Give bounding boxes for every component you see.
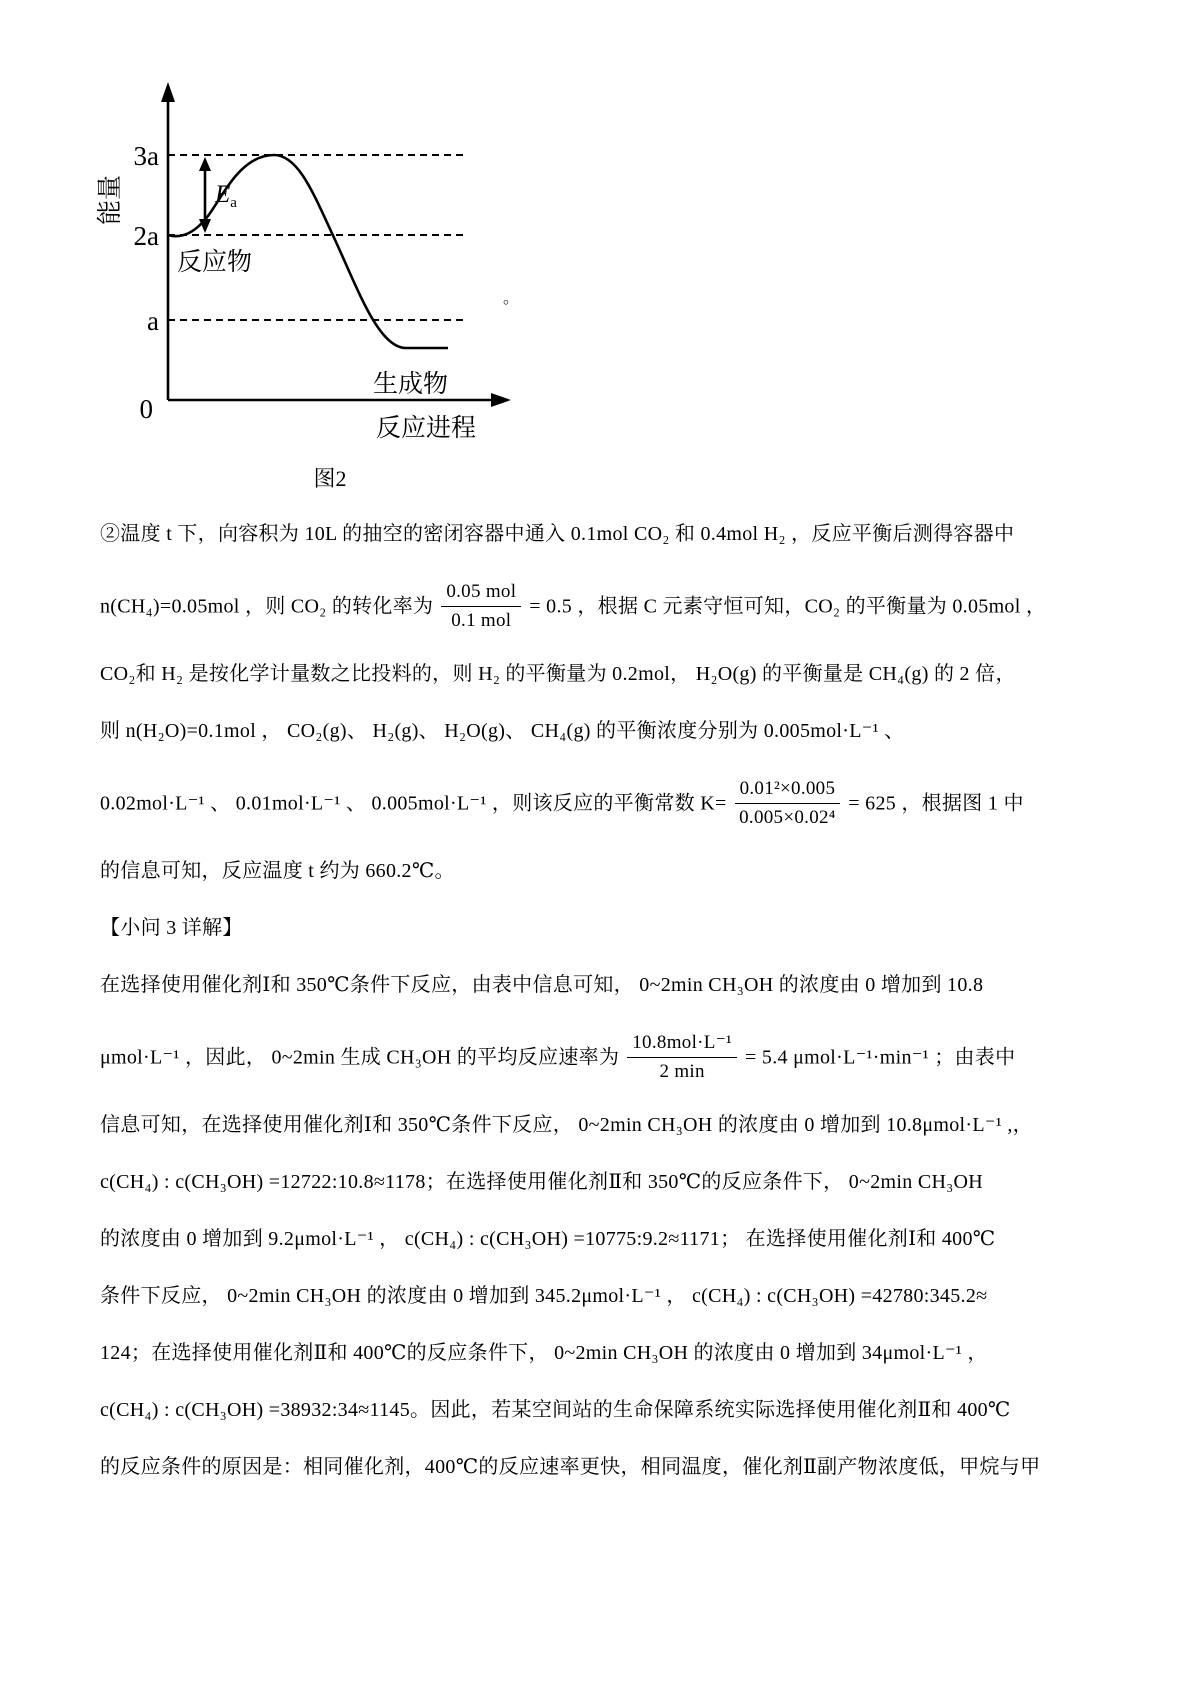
- energy-diagram: [97, 70, 1104, 493]
- paragraph-4: 则 n(H₂O)=0.1mol ， CO₂(g)、 H₂(g)、 H₂O(g)、 CH₄(g) 的平衡浓度分别为 0.005mol·L⁻¹ 、: [100, 720, 905, 742]
- origin-label: 0: [139, 394, 153, 424]
- paragraph-2: [100, 576, 1104, 637]
- energy-diagram-svg: [73, 70, 553, 460]
- paragraph-12: 的浓度由 0 增加到 9.2μmol·L⁻¹ ， c(CH₄) : c(CH₃OH) =10775:9.2≈1171； 在选择使用催化剂Ⅰ和 400℃: [100, 1228, 996, 1250]
- paragraph-15: c(CH₄) : c(CH₃OH) =38932:34≈1145。因此，若某空间站的生命保障系统实际选择使用催化剂Ⅱ和 400℃: [100, 1399, 1011, 1421]
- ea-arrowhead-top: [199, 157, 211, 171]
- paragraph-13: 条件下反应， 0~2min CH₃OH 的浓度由 0 增加到 345.2μmol·L⁻¹ ， c(CH₄) : c(CH₃OH) =42780:345.2≈: [100, 1285, 988, 1307]
- fraction: [627, 1031, 737, 1084]
- figure-caption: 图2: [313, 466, 347, 491]
- paragraph-11: c(CH₄) : c(CH₃OH) =12722:10.8≈1178；在选择使用催化剂Ⅱ和 350℃的反应条件下， 0~2min CH₃OH: [100, 1171, 983, 1193]
- text-segment: = 0.5 ，根据 C 元素守恒可知，CO₂ 的平衡量为 0.05mol ，: [529, 595, 1047, 618]
- paragraph-10: 信息可知，在选择使用催化剂Ⅰ和 350℃条件下反应， 0~2min CH₃OH 的浓度由 0 增加到 10.8μmol·L⁻¹ ,，: [100, 1114, 1033, 1136]
- section-heading: 【小问 3 详解】: [100, 917, 243, 939]
- paragraph-5: [100, 773, 1104, 834]
- tick-2a: 2a: [133, 221, 159, 251]
- text-segment: = 625 ，根据图 1 中: [848, 792, 1024, 815]
- ea-label: Ea: [215, 181, 237, 211]
- paragraph-9: [100, 1027, 1104, 1088]
- y-axis-arrowhead: [161, 82, 175, 102]
- products-label: 生成物: [373, 371, 449, 398]
- paragraph-14: 124；在选择使用催化剂Ⅱ和 400℃的反应条件下， 0~2min CH₃OH 的浓度由 0 增加到 34μmol·L⁻¹ ，: [100, 1342, 988, 1364]
- fraction-denominator: 0.1 mol: [451, 610, 512, 631]
- stray-punctuation: 。: [503, 290, 520, 307]
- reactants-label: 反应物: [177, 249, 253, 276]
- tick-a: a: [147, 306, 159, 336]
- text-segment: μmol·L⁻¹ ，因此， 0~2min 生成 CH₃OH 的平均反应速率为: [100, 1046, 620, 1069]
- x-axis-arrowhead: [491, 393, 511, 407]
- fraction: [735, 777, 841, 830]
- paragraph-6: 的信息可知，反应温度 t 约为 660.2℃。: [100, 860, 455, 882]
- fraction-numerator: 0.01²×0.005: [735, 777, 841, 804]
- fraction-denominator: 0.005×0.02⁴: [739, 807, 836, 828]
- fraction-numerator: 0.05 mol: [441, 580, 521, 607]
- x-axis-title: 反应进程: [376, 415, 477, 442]
- tick-3a: 3a: [133, 141, 159, 171]
- paragraph-16: 的反应条件的原因是：相同催化剂，400℃的反应速率更快，相同温度，催化剂Ⅱ副产物浓度低，甲烷与甲: [100, 1456, 1041, 1478]
- text-segment: = 5.4 μmol·L⁻¹·min⁻¹ ；由表中: [745, 1046, 1016, 1069]
- fraction-denominator: 2 min: [659, 1061, 705, 1082]
- y-axis-title: 能量: [97, 174, 124, 226]
- ea-arrowhead-bottom: [199, 219, 211, 233]
- solution-text: [100, 519, 1104, 1482]
- paragraph-8: 在选择使用催化剂Ⅰ和 350℃条件下反应，由表中信息可知， 0~2min CH₃OH 的浓度由 0 增加到 10.8: [100, 974, 984, 996]
- text-segment: 0.02mol·L⁻¹ 、 0.01mol·L⁻¹ 、 0.005mol·L⁻¹ ，则该反应的平衡常数 K=: [100, 792, 727, 815]
- fraction: [441, 580, 521, 633]
- text-segment: n(CH₄)=0.05mol ，则 CO₂ 的转化率为: [100, 595, 434, 618]
- paragraph-1: ②温度 t 下，向容积为 10L 的抽空的密闭容器中通入 0.1mol CO₂ 和 0.4mol H₂ ，反应平衡后测得容器中: [100, 523, 1015, 545]
- fraction-numerator: 10.8mol·L⁻¹: [627, 1031, 737, 1058]
- paragraph-3: CO₂和 H₂ 是按化学计量数之比投料的，则 H₂ 的平衡量为 0.2mol， H₂O(g) 的平衡量是 CH₄(g) 的 2 倍，: [100, 663, 1016, 685]
